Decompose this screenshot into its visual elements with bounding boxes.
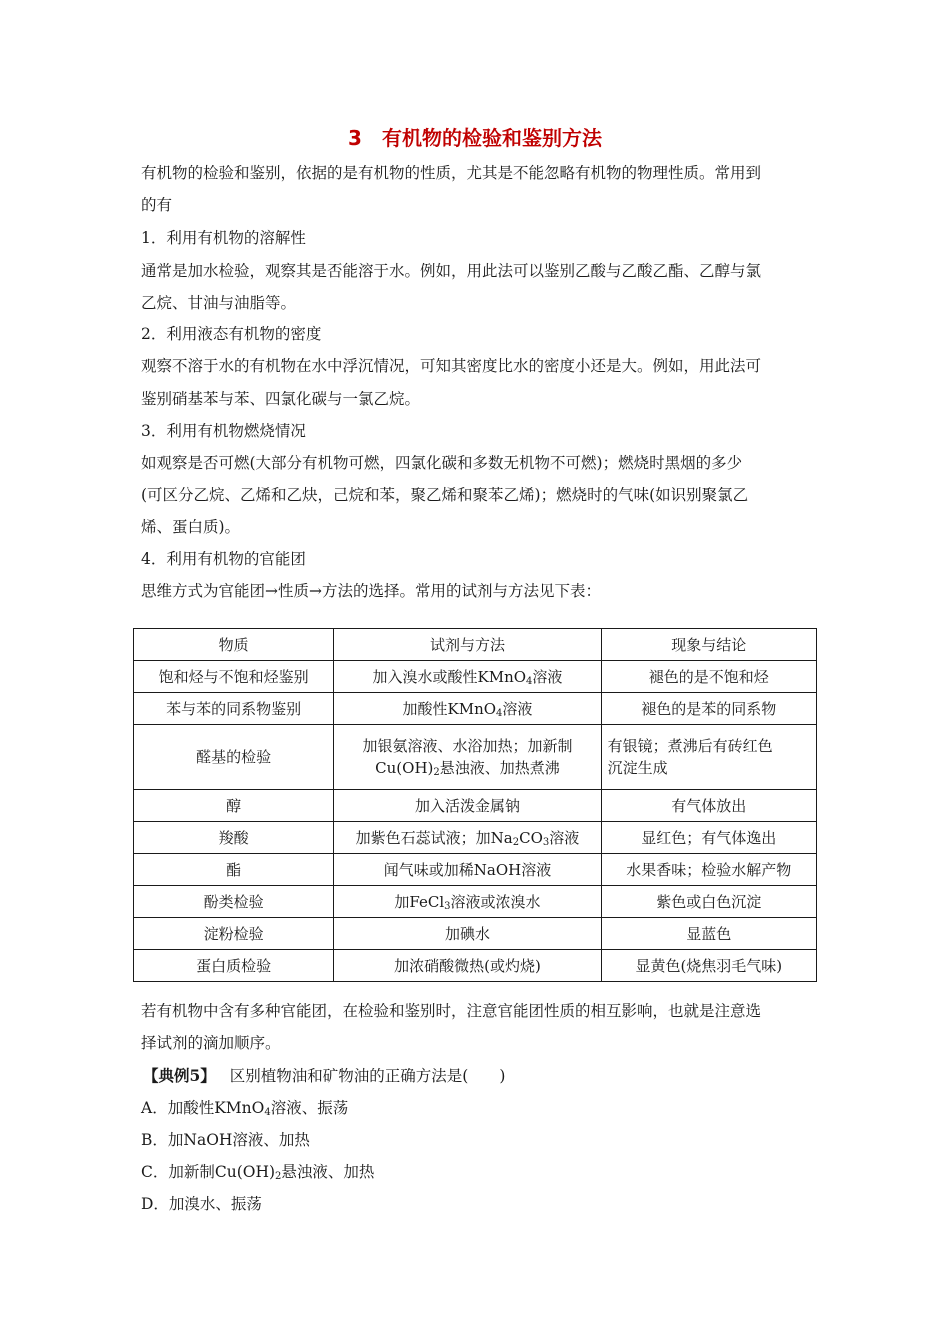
table-cell: 醛基的检验 bbox=[134, 725, 334, 790]
table-cell: 苯与苯的同系物鉴别 bbox=[134, 693, 334, 725]
cell-text: 加入溴水或酸性KMnO bbox=[372, 667, 527, 686]
table-header-cell: 物质 bbox=[134, 629, 334, 661]
section-3-line-3: 烯、蛋白质)。 bbox=[141, 518, 241, 536]
cell-text: 溶液 bbox=[532, 667, 563, 686]
table-cell: 蛋白质检验 bbox=[134, 950, 334, 982]
option-c bbox=[141, 1162, 374, 1182]
table-row bbox=[134, 790, 817, 822]
table-row bbox=[134, 918, 817, 950]
cell-text: 沉淀生成 bbox=[607, 759, 668, 777]
subscript: 2 bbox=[275, 1171, 282, 1182]
cell-text: 加紫色石蕊试液；加Na bbox=[355, 828, 513, 847]
table-cell: 酚类检验 bbox=[134, 886, 334, 918]
option-b: B．加NaOH溶液、加热 bbox=[141, 1131, 310, 1149]
table-row bbox=[134, 661, 817, 693]
cell-text: 有银镜；煮沸后有砖红色 bbox=[607, 737, 773, 755]
table-cell: 饱和烃与不饱和烃鉴别 bbox=[134, 661, 334, 693]
table-row bbox=[134, 822, 817, 854]
subscript: 4 bbox=[496, 707, 503, 719]
subscript: 4 bbox=[264, 1107, 271, 1118]
table-cell: 闻气味或加稀NaOH溶液 bbox=[334, 854, 601, 886]
section-3-heading: 3．利用有机物燃烧情况 bbox=[141, 422, 306, 440]
section-3-line-2: (可区分乙烷、乙烯和乙炔，己烷和苯，聚乙烯和聚苯乙烯)；燃烧时的气味(如识别聚氯乙 bbox=[141, 486, 749, 504]
note-line-2: 择试剂的滴加顺序。 bbox=[141, 1034, 281, 1052]
option-a bbox=[141, 1098, 348, 1118]
table-cell: 醇 bbox=[134, 790, 334, 822]
table-cell: 紫色或白色沉淀 bbox=[601, 886, 816, 918]
cell-text: CO bbox=[519, 828, 543, 847]
table-cell bbox=[601, 725, 816, 790]
intro-line-1: 有机物的检验和鉴别，依据的是有机物的性质，尤其是不能忽略有机物的物理性质。常用到 bbox=[141, 164, 762, 182]
cell-text: 溶液 bbox=[502, 699, 533, 718]
section-1-line-2: 乙烷、甘油与油脂等。 bbox=[141, 294, 297, 312]
table-cell: 加碘水 bbox=[334, 918, 601, 950]
note-line-1: 若有机物中含有多种官能团，在检验和鉴别时，注意官能团性质的相互影响，也就是注意选 bbox=[141, 1002, 762, 1020]
subscript: 3 bbox=[542, 836, 550, 848]
cell-text: 加FeCl bbox=[394, 892, 445, 911]
page-title: 3 有机物的检验和鉴别方法 bbox=[348, 126, 602, 150]
section-1-heading: 1．利用有机物的溶解性 bbox=[141, 229, 306, 247]
section-3-line-1: 如观察是否可燃(大部分有机物可燃，四氯化碳和多数无机物不可燃)；燃烧时黑烟的多少 bbox=[141, 454, 743, 472]
table-cell: 显黄色(烧焦羽毛气味) bbox=[601, 950, 816, 982]
table-cell bbox=[334, 886, 601, 918]
example-question-text: 区别植物油和矿物油的正确方法是( ) bbox=[229, 1067, 506, 1085]
table-row bbox=[134, 725, 817, 790]
table-cell: 显红色；有气体逸出 bbox=[601, 822, 816, 854]
table-cell: 水果香味；检验水解产物 bbox=[601, 854, 816, 886]
table-cell: 羧酸 bbox=[134, 822, 334, 854]
subscript: 3 bbox=[444, 900, 451, 912]
table-header-row bbox=[134, 629, 817, 661]
example-question bbox=[143, 1066, 505, 1086]
option-d: D．加溴水、振荡 bbox=[141, 1195, 262, 1213]
section-2-heading: 2．利用液态有机物的密度 bbox=[141, 325, 322, 343]
cell-text: 加银氨溶液、水浴加热；加新制 bbox=[362, 737, 573, 755]
cell-text: Cu(OH) bbox=[375, 759, 434, 777]
example-label: 【典例5】 bbox=[143, 1066, 216, 1085]
table-cell: 加浓硝酸微热(或灼烧) bbox=[334, 950, 601, 982]
option-text: A．加酸性KMnO bbox=[141, 1099, 265, 1117]
section-2-line-2: 鉴别硝基苯与苯、四氯化碳与一氯乙烷。 bbox=[141, 390, 421, 408]
section-2-line-1: 观察不溶于水的有机物在水中浮沉情况，可知其密度比水的密度小还是大。例如，用此法可 bbox=[141, 357, 762, 375]
table-cell: 褪色的是苯的同系物 bbox=[601, 693, 816, 725]
table-cell: 有气体放出 bbox=[601, 790, 816, 822]
table-cell bbox=[334, 725, 601, 790]
subscript: 2 bbox=[512, 836, 520, 848]
table-cell bbox=[334, 822, 601, 854]
table-cell: 淀粉检验 bbox=[134, 918, 334, 950]
cell-text: 溶液或浓溴水 bbox=[450, 892, 541, 911]
table-cell: 加入活泼金属钠 bbox=[334, 790, 601, 822]
table-cell: 显蓝色 bbox=[601, 918, 816, 950]
table-header-cell: 试剂与方法 bbox=[334, 629, 601, 661]
section-4-heading: 4．利用有机物的官能团 bbox=[141, 550, 306, 568]
table-row bbox=[134, 693, 817, 725]
table-row bbox=[134, 950, 817, 982]
option-text: 悬浊液、加热 bbox=[281, 1163, 375, 1181]
option-text: C．加新制Cu(OH) bbox=[141, 1163, 276, 1181]
table-row bbox=[134, 854, 817, 886]
table-row bbox=[134, 886, 817, 918]
table-cell: 酯 bbox=[134, 854, 334, 886]
table-cell bbox=[334, 693, 601, 725]
subscript: 2 bbox=[433, 767, 440, 778]
cell-text: 加酸性KMnO bbox=[402, 699, 497, 718]
table-cell: 褪色的是不饱和烃 bbox=[601, 661, 816, 693]
section-4-line-1: 思维方式为官能团→性质→方法的选择。常用的试剂与方法见下表： bbox=[141, 582, 601, 600]
intro-line-2: 的有 bbox=[141, 196, 173, 214]
table-header-cell: 现象与结论 bbox=[601, 629, 816, 661]
cell-text: 溶液 bbox=[549, 828, 580, 847]
table-cell bbox=[334, 661, 601, 693]
section-1-line-1: 通常是加水检验，观察其是否能溶于水。例如，用此法可以鉴别乙酸与乙酸乙酯、乙醇与氯 bbox=[141, 262, 762, 280]
subscript: 4 bbox=[526, 675, 533, 687]
cell-text: 悬浊液、加热煮沸 bbox=[439, 759, 560, 777]
reagent-table bbox=[133, 628, 817, 982]
option-text: 溶液、振荡 bbox=[270, 1099, 349, 1117]
